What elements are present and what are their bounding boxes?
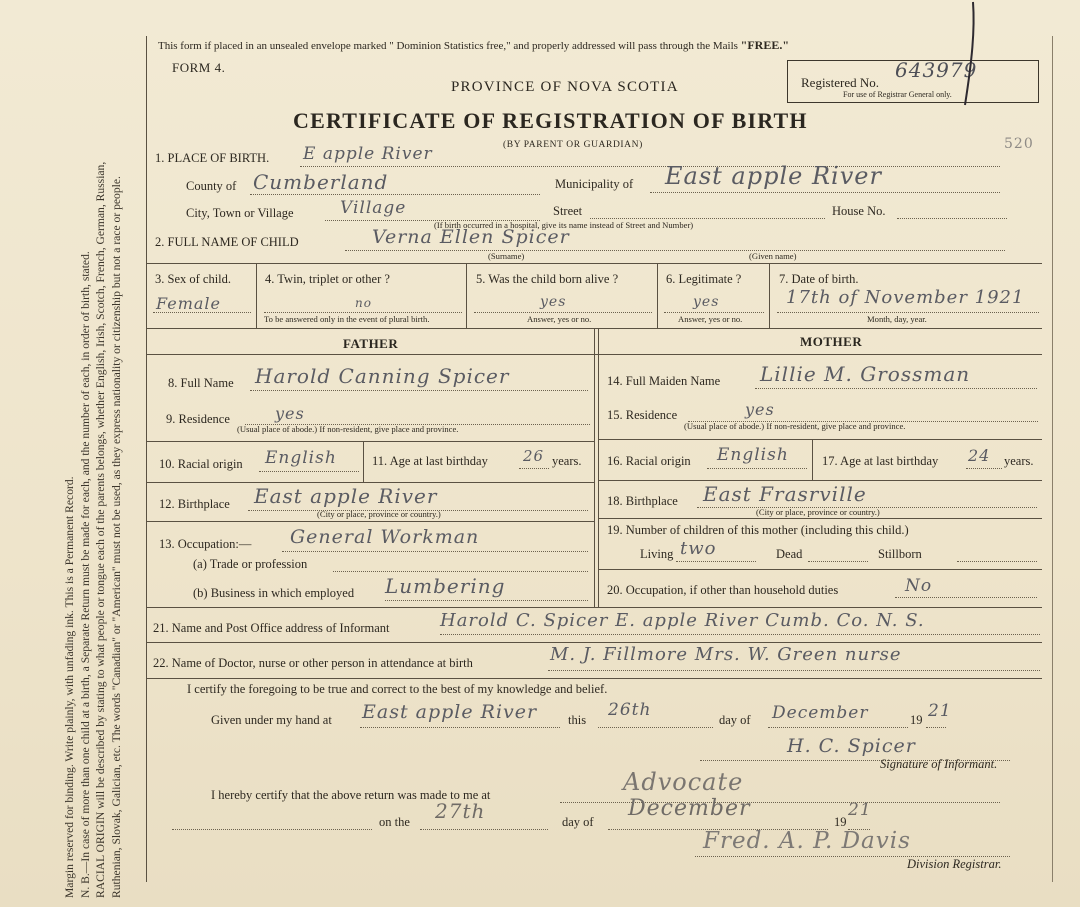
legitimate-value: yes	[693, 294, 720, 310]
mother-residence-note: (Usual place of abode.) If non-resident, give place and province.	[684, 421, 906, 431]
father-age-unit: years.	[552, 454, 582, 468]
place-of-birth-label: 1. PLACE OF BIRTH.	[155, 151, 270, 165]
city-label: City, Town or Village	[186, 206, 294, 220]
mother-heading: MOTHER	[800, 334, 863, 349]
street-line	[590, 218, 825, 219]
given-month-line	[768, 727, 908, 728]
born-alive-value: yes	[540, 294, 567, 310]
sex-line	[153, 312, 251, 313]
surname-note: (Surname)	[488, 251, 525, 261]
attendant-label: 22. Name of Doctor, nurse or other person in attendance at birth	[153, 656, 473, 670]
father-row-rule-3	[147, 521, 594, 522]
certificate-subtitle: (BY PARENT OR GUARDIAN)	[503, 140, 643, 150]
form-number: FORM 4.	[172, 60, 226, 75]
informant-rule	[147, 642, 1042, 643]
dead-label: Dead	[776, 547, 803, 561]
mother-row-rule-2	[599, 480, 1042, 481]
mother-row-rule-4	[599, 569, 1042, 570]
father-occupation-label: 13. Occupation:—	[159, 537, 252, 551]
informant-label: 21. Name and Post Office address of Informant	[153, 621, 390, 635]
father-age-line	[519, 468, 549, 469]
municipality-value: East apple River	[665, 162, 882, 190]
registration-pen-stroke	[955, 0, 985, 110]
trade-label: (a) Trade or profession	[193, 557, 308, 571]
row-3-divider-1	[256, 263, 257, 328]
return-day-of-label: day of	[562, 815, 594, 829]
margin-line-4: Ruthenian, Slovak, Galician, etc. The words "Canadian" or "American" must not be used, as they express nationality or citizenship but not a race or people.	[109, 176, 123, 898]
return-on-line	[172, 829, 372, 830]
mother-racial-value: English	[717, 445, 789, 465]
mother-occupation-label: 20. Occupation, if other than household duties	[607, 583, 839, 597]
parents-bottom-rule	[147, 607, 1042, 608]
return-year-value: 21	[848, 800, 872, 820]
house-label: House No.	[832, 204, 886, 218]
informant-signature: H. C. Spicer	[787, 735, 916, 757]
father-racial-value: English	[265, 448, 337, 468]
mother-residence-label: 15. Residence	[607, 408, 678, 422]
county-label: County of	[186, 179, 237, 193]
mother-row-rule-3	[599, 518, 1042, 519]
mail-notice	[158, 38, 789, 53]
registrar-general-note: For use of Registrar General only.	[843, 90, 952, 99]
attendant-value: M. J. Fillmore Mrs. W. Green nurse	[550, 644, 902, 665]
stillborn-label: Stillborn	[878, 547, 922, 561]
city-value: Village	[340, 198, 407, 218]
father-name-line	[250, 390, 588, 391]
father-birthplace-note: (City or place, province or country.)	[317, 509, 441, 519]
mother-age-unit: years.	[1004, 454, 1034, 468]
given-name-note: (Given name)	[749, 251, 797, 261]
mother-residence-value: yes	[745, 400, 775, 419]
county-value: Cumberland	[253, 170, 389, 194]
on-the-label: on the	[379, 815, 410, 829]
margin-notes	[62, 38, 152, 898]
legitimate-note: Answer, yes or no.	[678, 314, 743, 324]
twin-value: no	[355, 296, 372, 310]
municipality-label: Municipality of	[555, 177, 634, 191]
dead-line	[808, 561, 868, 562]
father-name-label: 8. Full Name	[168, 376, 234, 390]
given-under-label: Given under my hand at	[211, 713, 332, 727]
mother-name-label: 14. Full Maiden Name	[607, 374, 721, 388]
left-border	[146, 36, 147, 882]
father-name-value: Harold Canning Spicer	[255, 364, 510, 388]
parents-divider	[594, 329, 595, 607]
mother-occupation-value: No	[905, 576, 933, 596]
return-month-value: December	[628, 796, 751, 821]
given-year-line	[926, 727, 946, 728]
living-line	[676, 561, 756, 562]
row-3-divider-3	[657, 263, 658, 328]
given-year-prefix: 19	[910, 713, 923, 727]
mother-occupation-line	[895, 597, 1037, 598]
father-residence-label: 9. Residence	[166, 412, 230, 426]
mother-racial-label: 16. Racial origin	[607, 454, 691, 468]
county-line	[250, 194, 540, 195]
return-place-value: Advocate	[623, 768, 744, 796]
row-3-divider-2	[466, 263, 467, 328]
father-residence-value: yes	[275, 404, 305, 423]
mother-age-line	[966, 468, 1002, 469]
registrar-label: Division Registrar.	[907, 857, 1002, 871]
children-count-label: 19. Number of children of this mother (including this child.)	[607, 523, 909, 537]
attendant-rule	[147, 678, 1042, 679]
province-heading: PROVINCE OF NOVA SCOTIA	[451, 79, 679, 95]
certificate-title: CERTIFICATE OF REGISTRATION OF BIRTH	[293, 108, 808, 133]
informant-line	[440, 634, 1040, 635]
father-birthplace-value: East apple River	[254, 484, 438, 508]
return-text: I hereby certify that the above return was made to me at	[211, 788, 491, 802]
given-day-value: 26th	[608, 700, 652, 720]
given-day-line	[598, 727, 713, 728]
registered-label: Registered No.	[801, 75, 879, 90]
father-residence-note: (Usual place of abode.) If non-resident, give place and province.	[237, 424, 459, 434]
street-label: Street	[553, 204, 583, 218]
dob-line	[777, 312, 1039, 313]
child-name-line	[345, 250, 1005, 251]
father-occupation-value: General Workman	[290, 526, 480, 548]
dob-value: 17th of November 1921	[786, 287, 1025, 308]
mother-row-rule-1	[599, 439, 1042, 440]
father-age-divider	[363, 441, 364, 482]
business-line	[385, 600, 588, 601]
certify-text: I certify the foregoing to be true and correct to the best of my knowledge and belief.	[187, 682, 608, 696]
stillborn-line	[957, 561, 1037, 562]
twin-note: To be answered only in the event of plural birth.	[264, 314, 430, 324]
informant-value: Harold C. Spicer E. apple River Cumb. Co. N. S.	[440, 610, 925, 631]
father-row-rule-2	[147, 482, 594, 483]
sex-label: 3. Sex of child.	[155, 272, 232, 286]
born-alive-line	[474, 312, 652, 313]
mother-age-label: 17. Age at last birthday	[822, 454, 939, 468]
right-border	[1052, 36, 1053, 882]
mother-name-line	[755, 388, 1037, 389]
father-birthplace-label: 12. Birthplace	[159, 497, 230, 511]
return-year-prefix: 19	[834, 815, 847, 829]
margin-line-3: RACIAL ORIGIN will be described by stating to what people or tongue each of the parents belongs, whether English, Irish, Scotch, French, German, Russian,	[94, 161, 107, 898]
registrar-signature: Fred. A. P. Davis	[703, 828, 911, 854]
hospital-note: (If birth occurred in a hospital, give its name instead of Street and Number)	[434, 220, 694, 230]
mother-age-value: 24	[968, 446, 991, 465]
place-of-birth-value: E apple River	[303, 144, 433, 164]
father-racial-label: 10. Racial origin	[159, 457, 243, 471]
return-day-value: 27th	[435, 799, 486, 823]
this-label: this	[568, 713, 587, 727]
parents-heading-rule	[147, 354, 1042, 355]
father-age-value: 26	[523, 447, 545, 465]
place-of-birth-line	[300, 166, 1000, 167]
born-alive-note: Answer, yes or no.	[527, 314, 592, 324]
given-month-value: December	[772, 703, 869, 723]
father-age-label: 11. Age at last birthday	[372, 454, 488, 468]
mother-racial-line	[707, 468, 807, 469]
twin-label: 4. Twin, triplet or other ?	[265, 272, 390, 286]
mother-birthplace-note: (City or place, province or country.)	[756, 507, 880, 517]
father-heading: FATHER	[343, 336, 399, 351]
mail-notice-free: "FREE."	[740, 38, 789, 52]
attendant-line	[548, 670, 1040, 671]
mother-name-value: Lillie M. Grossman	[760, 362, 971, 386]
living-label: Living	[640, 547, 674, 561]
house-line	[897, 218, 1007, 219]
business-value: Lumbering	[385, 574, 506, 598]
legitimate-label: 6. Legitimate ?	[666, 272, 742, 286]
margin-line-2: N. B.—In case of more than one child at a birth, a Separate Return must be made for each, and the number of each, in order of birth, stated.	[78, 251, 92, 898]
dob-note: Month, day, year.	[867, 314, 927, 324]
sex-value: Female	[156, 294, 221, 313]
mother-age-divider	[812, 439, 813, 480]
return-day-line	[420, 829, 548, 830]
father-racial-line	[259, 471, 359, 472]
given-year-value: 21	[928, 701, 952, 721]
row-3-divider-4	[769, 263, 770, 328]
dob-label: 7. Date of birth.	[779, 272, 859, 286]
given-place-value: East apple River	[362, 701, 538, 723]
parents-divider-2	[598, 329, 599, 607]
father-occupation-line	[282, 551, 588, 552]
corner-number: 520	[1004, 136, 1034, 152]
child-name-value: Verna Ellen Spicer	[372, 226, 570, 248]
trade-line	[333, 571, 588, 572]
mother-birthplace-value: East Frasrville	[703, 482, 867, 506]
registered-number: 643979	[895, 58, 978, 82]
return-place-line	[560, 802, 1000, 803]
father-row-rule-1	[147, 441, 594, 442]
mail-notice-text: This form if placed in an unsealed envelope marked " Dominion Statistics free," and properly addressed will pass through the Mails	[158, 40, 738, 52]
informant-signature-label: Signature of Informant.	[880, 757, 998, 771]
child-name-label: 2. FULL NAME OF CHILD	[155, 235, 299, 249]
living-value: two	[680, 538, 717, 559]
row-3-top-rule	[147, 263, 1042, 264]
business-label: (b) Business in which employed	[193, 586, 355, 600]
municipality-line	[650, 192, 1000, 193]
mother-birthplace-label: 18. Birthplace	[607, 494, 678, 508]
given-place-line	[360, 727, 560, 728]
born-alive-label: 5. Was the child born alive ?	[476, 272, 619, 286]
margin-line-1: Margin reserved for binding. Write plainly, with unfading ink. This is a Permanent Record.	[63, 476, 76, 898]
twin-line	[264, 312, 462, 313]
day-of-label: day of	[719, 713, 751, 727]
legitimate-line	[664, 312, 764, 313]
